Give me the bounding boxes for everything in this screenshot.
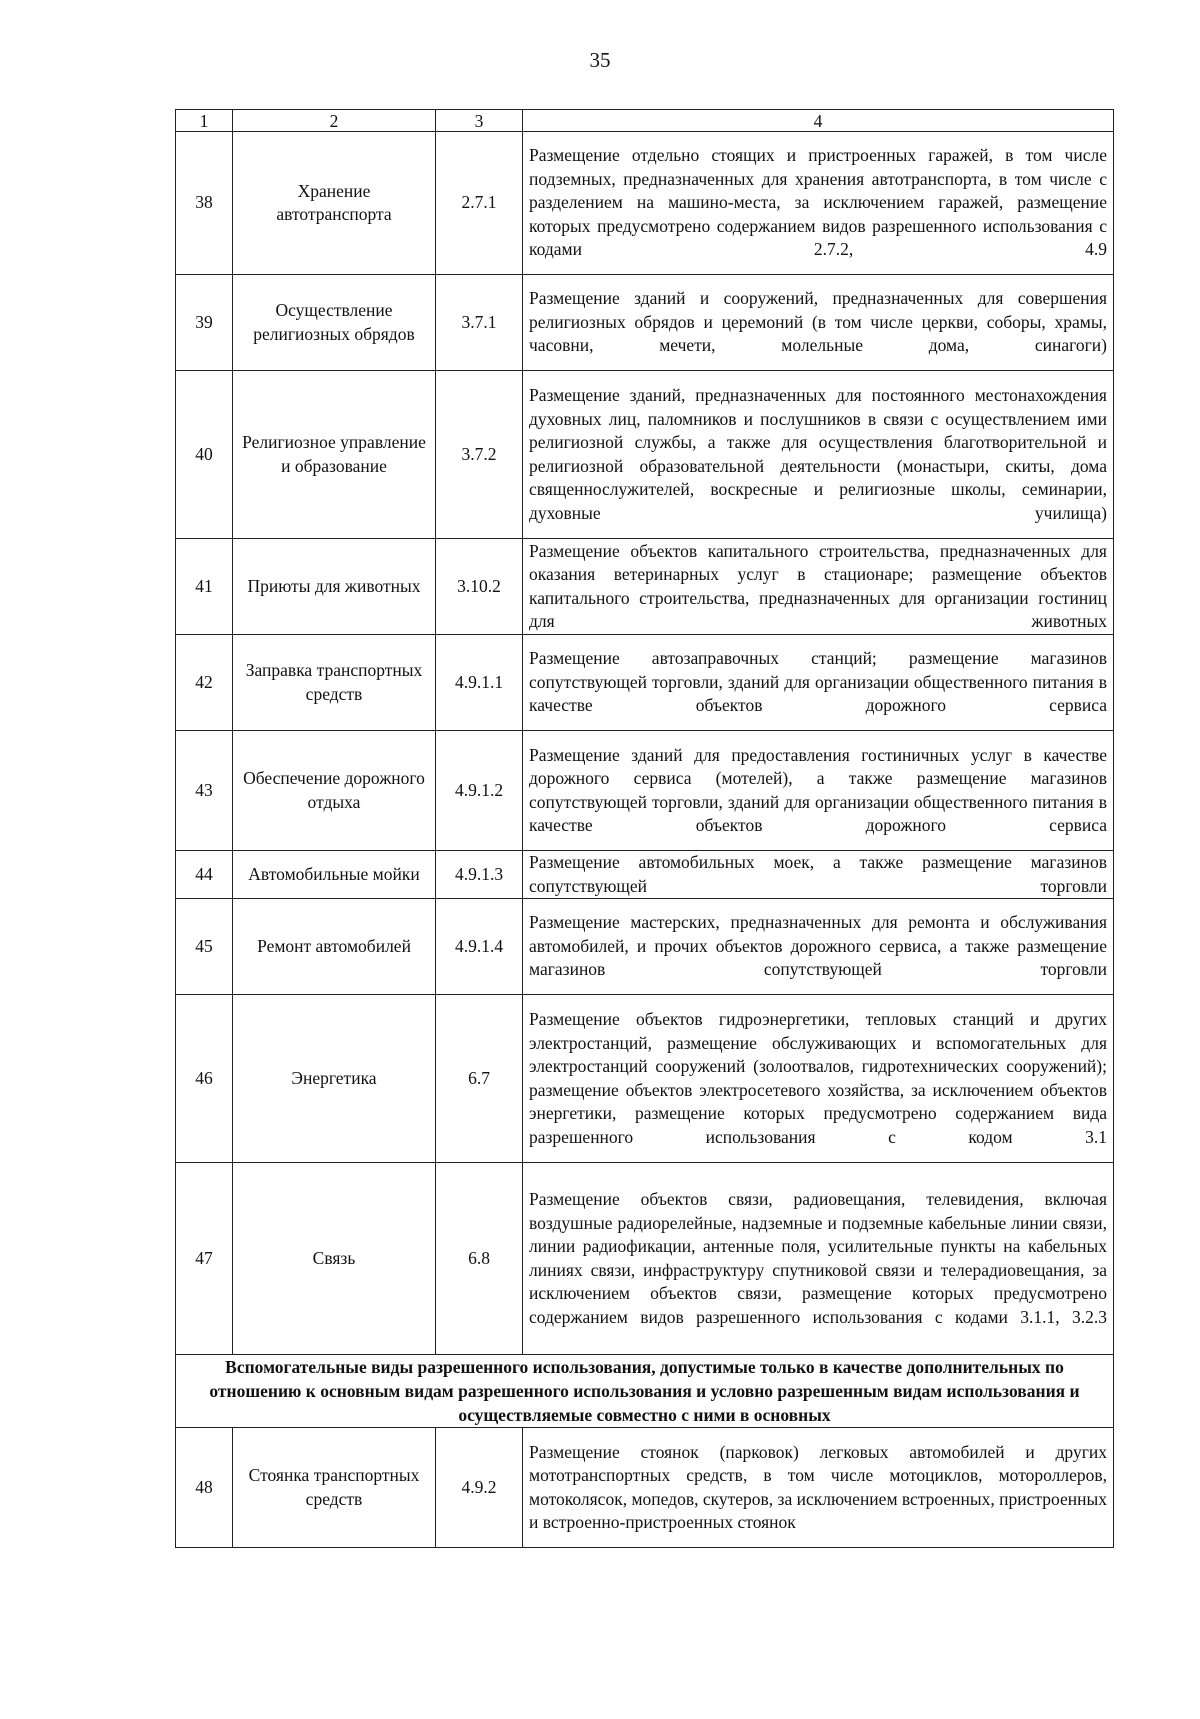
use-description: Размещение объектов капитального строительства, предназначенных для оказания ветеринарных услуг в стационаре; размещение объектов капитального строительства, предназначенных для организации гостиниц для животных xyxy=(523,539,1114,635)
table-row xyxy=(176,635,1114,731)
table-row xyxy=(176,1163,1114,1355)
row-number: 43 xyxy=(176,731,233,851)
row-number: 38 xyxy=(176,132,233,275)
use-name: Энергетика xyxy=(233,995,436,1163)
use-description: Размещение зданий, предназначенных для постоянного местонахождения духовных лиц, паломников и послушников в связи с осуществлением ими религиозной службы, а также для осуществления благотворительной и религиозной образовательной деятельности (монастыри, скиты, дома священнослужителей, воскресные и религиозные школы, семинарии, духовные училища) xyxy=(523,371,1114,539)
use-description: Размещение автомобильных моек, а также размещение магазинов сопутствующей торговли xyxy=(523,851,1114,899)
use-description: Размещение стоянок (парковок) легковых автомобилей и других мототранспортных средств, в том числе мотоциклов, мотороллеров, мотоколясок, мопедов, скутеров, за исключением встроенных, пристроенных и встроенно-пристроенных стоянок xyxy=(523,1428,1114,1548)
use-description: Размещение автозаправочных станций; размещение магазинов сопутствующей торговли, зданий для организации общественного питания в качестве объектов дорожного сервиса xyxy=(523,635,1114,731)
use-name: Приюты для животных xyxy=(233,539,436,635)
row-number: 40 xyxy=(176,371,233,539)
row-number: 46 xyxy=(176,995,233,1163)
use-code: 3.7.2 xyxy=(436,371,523,539)
table-header-row xyxy=(176,110,1114,132)
use-code: 6.8 xyxy=(436,1163,523,1355)
use-code: 6.7 xyxy=(436,995,523,1163)
use-description: Размещение мастерских, предназначенных для ремонта и обслуживания автомобилей, и прочих объектов дорожного сервиса, а также размещение магазинов сопутствующей торговли xyxy=(523,899,1114,995)
use-code: 3.7.1 xyxy=(436,275,523,371)
use-description: Размещение отдельно стоящих и пристроенных гаражей, в том числе подземных, предназначенных для хранения автотранспорта, в том числе с разделением на машино-места, за исключением гаражей, размещение которых предусмотрено содержанием видов разрешенного использования с кодами 2.7.2, 4.9 xyxy=(523,132,1114,275)
table-row xyxy=(176,1428,1114,1548)
use-name: Автомобильные мойки xyxy=(233,851,436,899)
column-header-1: 1 xyxy=(176,110,233,132)
use-description: Размещение объектов гидроэнергетики, тепловых станций и других электростанций, размещение обслуживающих и вспомогательных для электростанций сооружений (золоотвалов, гидротехнических сооружений); размещение объектов электросетевого хозяйства, за исключением объектов энергетики, размещение которых предусмотрено содержанием вида разрешенного использования с кодом 3.1 xyxy=(523,995,1114,1163)
use-name: Заправка транспортных средств xyxy=(233,635,436,731)
row-number: 45 xyxy=(176,899,233,995)
use-name: Обеспечение дорожного отдыха xyxy=(233,731,436,851)
use-code: 4.9.1.3 xyxy=(436,851,523,899)
use-description: Размещение объектов связи, радиовещания, телевидения, включая воздушные радиорелейные, надземные и подземные кабельные линии связи, линии радиофикации, антенные поля, усилительные пункты на кабельных линиях связи, инфраструктуру спутниковой связи и телерадиовещания, за исключением объектов связи, размещение которых предусмотрено содержанием видов разрешенного использования с кодами 3.1.1, 3.2.3 xyxy=(523,1163,1114,1355)
table-row xyxy=(176,132,1114,275)
use-code: 4.9.2 xyxy=(436,1428,523,1548)
use-name: Хранение автотранспорта xyxy=(233,132,436,275)
land-use-table xyxy=(175,109,1114,1548)
table-row xyxy=(176,899,1114,995)
use-code: 4.9.1.2 xyxy=(436,731,523,851)
use-code: 4.9.1.1 xyxy=(436,635,523,731)
use-name: Связь xyxy=(233,1163,436,1355)
table-row xyxy=(176,539,1114,635)
use-code: 3.10.2 xyxy=(436,539,523,635)
column-header-4: 4 xyxy=(523,110,1114,132)
row-number: 44 xyxy=(176,851,233,899)
section-heading-row xyxy=(176,1355,1114,1428)
row-number: 48 xyxy=(176,1428,233,1548)
row-number: 47 xyxy=(176,1163,233,1355)
column-header-3: 3 xyxy=(436,110,523,132)
use-name: Ремонт автомобилей xyxy=(233,899,436,995)
use-description: Размещение зданий и сооружений, предназначенных для совершения религиозных обрядов и церемоний (в том числе церкви, соборы, храмы, часовни, мечети, молельные дома, синагоги) xyxy=(523,275,1114,371)
table-row xyxy=(176,275,1114,371)
column-header-2: 2 xyxy=(233,110,436,132)
table-row xyxy=(176,371,1114,539)
row-number: 41 xyxy=(176,539,233,635)
table-row xyxy=(176,995,1114,1163)
section-heading: Вспомогательные виды разрешенного использования, допустимые только в качестве дополнительных по отношению к основным видам разрешенного использования и условно разрешенным видам использования и осуществляемые совместно с ними в основных xyxy=(176,1355,1114,1428)
page-number: 35 xyxy=(589,48,611,72)
table-row xyxy=(176,731,1114,851)
row-number: 39 xyxy=(176,275,233,371)
use-code: 4.9.1.4 xyxy=(436,899,523,995)
use-name: Религиозное управление и образование xyxy=(233,371,436,539)
table-row xyxy=(176,851,1114,899)
use-name: Стоянка транспортных средств xyxy=(233,1428,436,1548)
use-name: Осуществление религиозных обрядов xyxy=(233,275,436,371)
use-description: Размещение зданий для предоставления гостиничных услуг в качестве дорожного сервиса (мотелей), а также размещение магазинов сопутствующей торговли, зданий для организации общественного питания в качестве объектов дорожного сервиса xyxy=(523,731,1114,851)
row-number: 42 xyxy=(176,635,233,731)
use-code: 2.7.1 xyxy=(436,132,523,275)
